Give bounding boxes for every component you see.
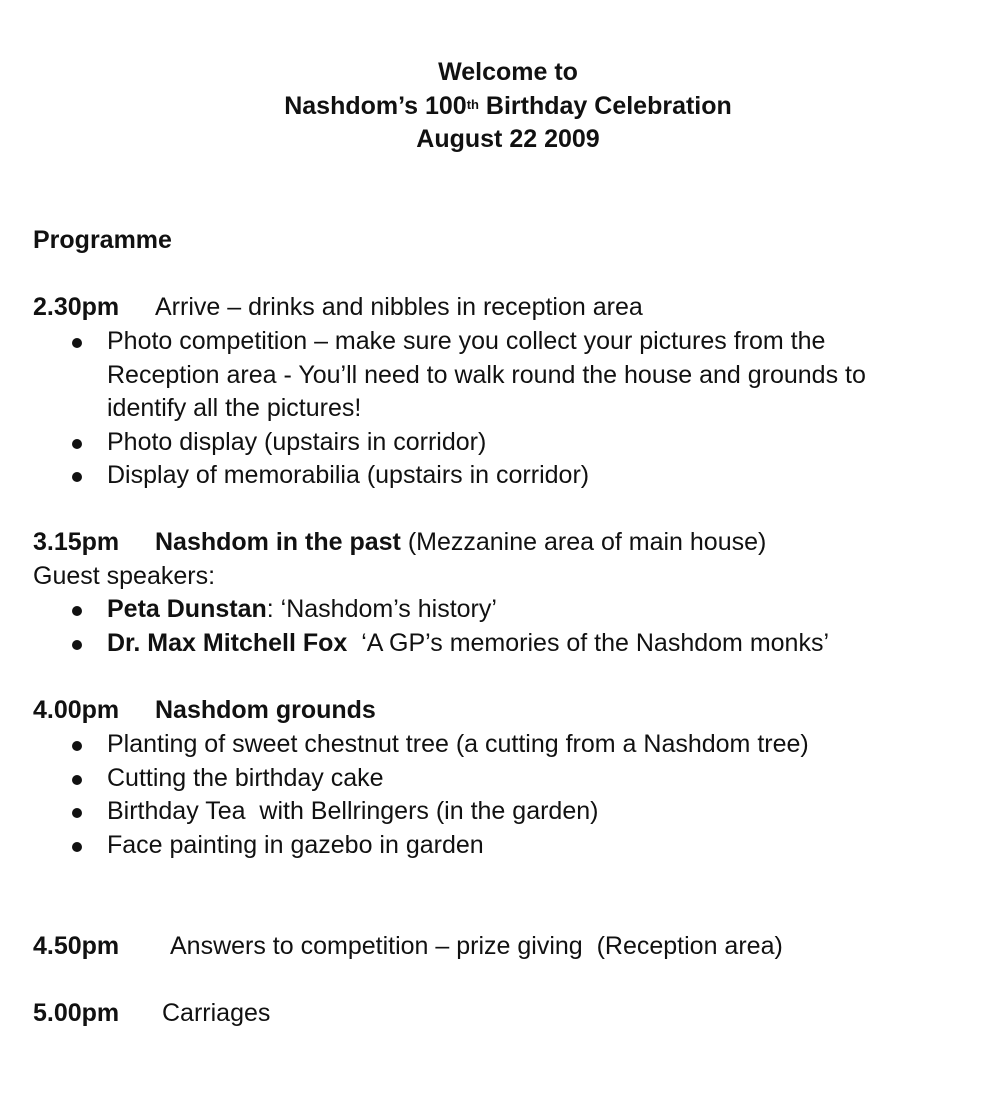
welcome-line: Welcome to [438,58,578,86]
speaker-talk: ‘A GP’s memories of the Nashdom monks’ [347,628,830,657]
item-location: (Mezzanine area of main house) [400,528,767,556]
time-label: 5.00pm [33,999,120,1027]
bullet-icon [72,842,82,852]
bullet-icon [72,338,82,348]
list-item-text: Photo display (upstairs in corridor) [107,427,487,456]
list-item [33,627,829,661]
item-description: Answers to competition – prize giving (Reception area) [170,932,783,960]
item-description: Carriages [162,999,271,1027]
celebration-title [0,90,1006,124]
item-title: Nashdom grounds [155,696,376,724]
time-label: 4.50pm [33,932,120,960]
speaker-name: Peta Dunstan [107,595,267,623]
list-item-text: Display of memorabilia (upstairs in corridor) [107,461,590,489]
arrive-activities-list [33,325,866,493]
list-item-text: Planting of sweet chestnut tree (a cutting from a Nashdom tree) [107,730,809,758]
bullet-icon [72,606,82,616]
list-item-text: Reception area - You’ll need to walk round the house and grounds to [107,360,866,389]
bullet-icon [72,640,82,650]
list-item [33,325,866,426]
document-header [0,56,1006,157]
guest-speakers-list [33,593,829,660]
bullet-icon [72,439,82,449]
list-item [33,728,809,762]
schedule-item-carriages [33,997,270,1030]
speaker-talk: : ‘Nashdom’s history’ [266,595,497,623]
bullet-icon [72,741,82,751]
guest-speakers-label: Guest speakers: [33,562,216,590]
time-label: 2.30pm [33,293,120,321]
time-label: 4.00pm [33,696,120,724]
list-item-text: Birthday Tea with Bellringers (in the garden) [107,797,599,825]
programme-heading: Programme [33,226,172,254]
title-text-end: Birthday Celebration [478,91,732,120]
grounds-activities-list [33,728,809,862]
list-item [33,459,866,493]
list-item-text: Cutting the birthday cake [107,763,384,792]
schedule-item-past [33,526,766,559]
ordinal-suffix: th [466,96,479,112]
list-item [33,426,866,460]
bullet-icon [72,808,82,818]
bullet-icon [72,775,82,785]
list-item-text: identify all the pictures! [107,394,362,422]
list-item-text: Photo competition – make sure you collect your pictures from the [107,327,826,355]
list-item-text: Face painting in gazebo in garden [107,830,484,859]
bullet-icon [72,472,82,482]
event-date: August 22 2009 [416,125,600,153]
speaker-name: Dr. Max Mitchell Fox [107,628,348,657]
schedule-item-prizes [33,930,783,963]
schedule-item-arrive [33,291,643,324]
item-description: Arrive – drinks and nibbles in reception area [155,293,643,321]
schedule-item-grounds [33,694,376,727]
list-item [33,829,809,863]
list-item [33,593,829,627]
time-label: 3.15pm [33,528,120,556]
list-item [33,762,809,796]
list-item [33,795,809,829]
item-title: Nashdom in the past [155,528,401,556]
title-text: Nashdom’s 100 [284,91,467,120]
